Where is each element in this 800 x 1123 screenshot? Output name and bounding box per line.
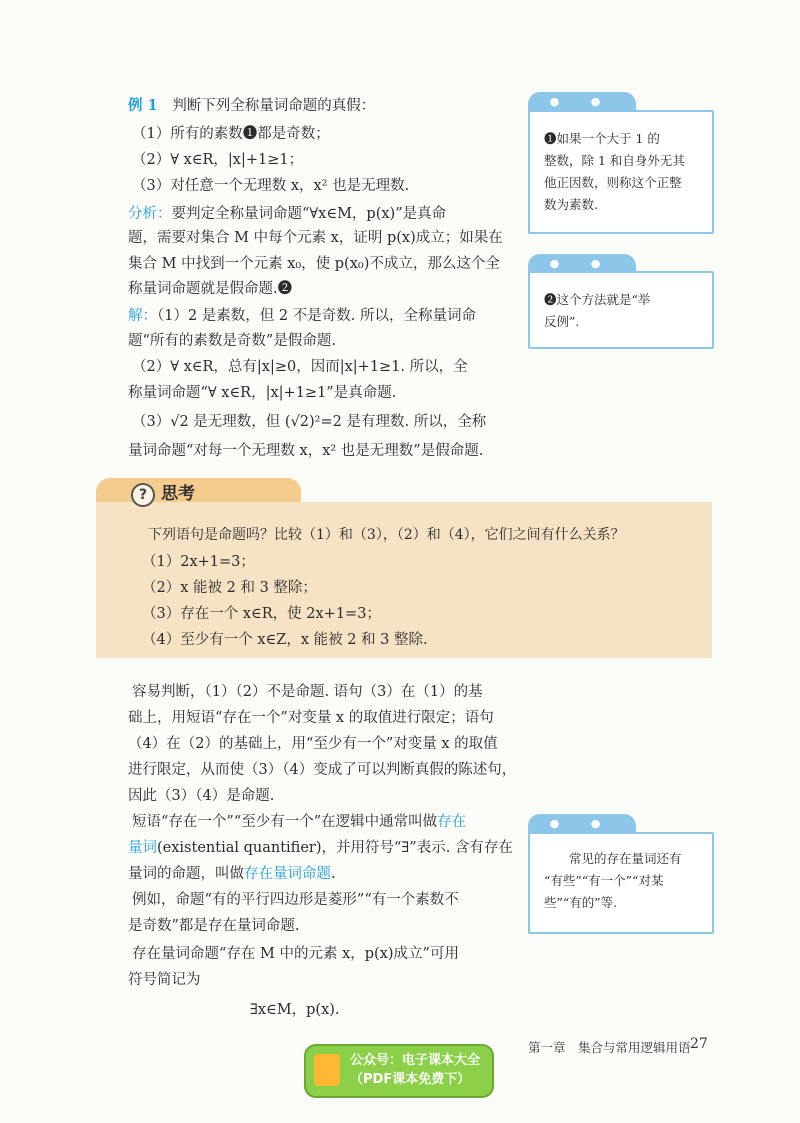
body-p1-line-1: 容易判断，（1）（2）不是命题. 语句（3）在（1）的基 — [132, 684, 483, 700]
side-note-2-line: 反例”. — [544, 314, 580, 329]
solution-line-6: 量词命题“对每一个无理数 x，x² 也是无理数”是假命题. — [128, 443, 484, 459]
chapter-title: 第一章 集合与常用逻辑用语 — [528, 1040, 691, 1055]
solution-line-4: 称量词命题“∀ x∈R，|x|+1≥1”是真命题. — [128, 385, 397, 401]
example-item-1: （1）所有的素数❶都是奇数； — [132, 126, 330, 142]
example-item-2: （2）∀ x∈R，|x|+1≥1； — [132, 152, 304, 168]
solution-line-5: （3）√2 是无理数，但 (√2)²=2 是有理数. 所以，全称 — [132, 414, 487, 430]
think-item-2: （2）x 能被 2 和 3 整除； — [142, 580, 317, 596]
analysis-label: 分析： — [128, 206, 172, 222]
think-title: 思考 — [161, 484, 195, 504]
side-note-1-line: 数为素数. — [544, 197, 598, 212]
term-existential-proposition: 存在量词命题 — [244, 866, 331, 882]
side-note-2-text — [544, 289, 700, 333]
body-p1-line-5: 因此（3）（4）是命题. — [128, 788, 275, 804]
note-tab-1: ● ● — [528, 92, 636, 114]
think-prompt: 下列语句是命题吗？比较（1）和（3），（2）和（4），它们之间有什么关系？ — [148, 527, 625, 543]
body-p2-line-2 — [128, 838, 513, 858]
note-tab-2: ● ● — [528, 254, 636, 276]
solution-line-3: （2）∀ x∈R，总有|x|≥0，因而|x|+1≥1. 所以，全 — [132, 359, 468, 375]
body-p3-line-1: 例如，命题“有的平行四边形是菱形”“有一个素数不 — [132, 892, 459, 908]
example-item-3: （3）对任意一个无理数 x，x² 也是无理数. — [132, 178, 410, 194]
solution-label: 解： — [128, 308, 157, 324]
analysis-line-4: 称量词命题就是假命题.❷ — [128, 281, 293, 297]
body-p2-text-b: (existential quantifier)，并用符号“∃”表示. 含有存在 — [157, 840, 513, 856]
side-note-3-line: “有些”“有一个”“对某 — [544, 873, 664, 888]
body-p1-line-2: 础上，用短语“存在一个”对变量 x 的取值进行限定；语句 — [128, 710, 494, 726]
side-note-1-text — [544, 128, 700, 216]
solution-text-1: （1）2 是素数，但 2 不是奇数. 所以，全称量词命 — [157, 308, 476, 324]
watermark-line-1: 公众号：电子课本大全 — [350, 1053, 481, 1068]
side-note-3-text — [544, 848, 700, 914]
side-note-3-line: 常见的存在量词还有 — [569, 851, 682, 866]
side-note-1-line: 他正因数，则称这个正整 — [544, 175, 682, 190]
term-existential-quantifier-part1: 存在 — [437, 814, 467, 830]
watermark-line-2: （PDF课本免费下） — [350, 1072, 471, 1087]
think-item-1: （1）2x+1=3； — [142, 554, 255, 570]
body-p2-text-d: . — [331, 866, 336, 882]
example-label: 例 1 — [128, 97, 158, 114]
side-note-1 — [528, 110, 714, 234]
formula: ∃x∈M，p(x). — [250, 1002, 340, 1018]
note-tab-3: ● ● — [528, 814, 636, 836]
body-p2-line-1 — [132, 812, 466, 832]
solution-line-2: 题“所有的素数是奇数”是假命题. — [128, 333, 336, 349]
think-item-3: （3）存在一个 x∈R，使 2x+1=3； — [142, 606, 381, 622]
body-p1-line-4: 进行限定，从而使（3）（4）变成了可以判断真假的陈述句， — [128, 762, 517, 778]
side-note-3 — [528, 832, 714, 934]
body-p4-line-1: 存在量词命题“存在 M 中的元素 x，p(x)成立”可用 — [132, 946, 459, 962]
watermark-logo — [304, 1044, 494, 1098]
side-note-1-line: ❶如果一个大于 1 的 — [544, 131, 660, 146]
term-existential-quantifier-part2: 量词 — [128, 840, 157, 856]
body-p3-line-2: 是奇数”都是存在量词命题. — [128, 918, 300, 934]
body-p2-text-c: 量词的命题，叫做 — [128, 866, 244, 882]
side-note-2 — [528, 271, 714, 349]
page-number: 27 — [690, 1036, 708, 1052]
analysis-line-2: 题，需要对集合 M 中每个元素 x，证明 p(x)成立；如果在 — [128, 230, 503, 246]
think-item-4: （4）至少有一个 x∈Z，x 能被 2 和 3 整除. — [142, 632, 428, 648]
side-note-2-line: ❷这个方法就是“举 — [544, 292, 651, 307]
side-note-3-line: 些”“有的”等. — [544, 895, 618, 910]
body-p4-line-2: 符号简记为 — [128, 972, 201, 988]
question-icon: ? — [131, 483, 155, 507]
solution-line-1 — [128, 306, 476, 326]
body-p2-text-a: 短语“存在一个”“至少有一个”在逻辑中通常叫做 — [132, 814, 438, 830]
example-title: 判断下列全称量词命题的真假： — [172, 98, 376, 114]
body-p2-line-3 — [128, 864, 336, 884]
analysis-line-3: 集合 M 中找到一个元素 x₀，使 p(x₀)不成立，那么这个全 — [128, 256, 500, 272]
body-p1-line-3: （4）在（2）的基础上，用“至少有一个”对变量 x 的取值 — [128, 736, 498, 752]
example-heading — [128, 96, 375, 116]
analysis-line-1 — [128, 204, 446, 224]
side-note-1-line: 整数，除 1 和自身外无其 — [544, 153, 685, 168]
book-icon — [314, 1054, 340, 1086]
analysis-text-1: 要判定全称量词命题“∀x∈M，p(x)”是真命 — [171, 206, 447, 222]
